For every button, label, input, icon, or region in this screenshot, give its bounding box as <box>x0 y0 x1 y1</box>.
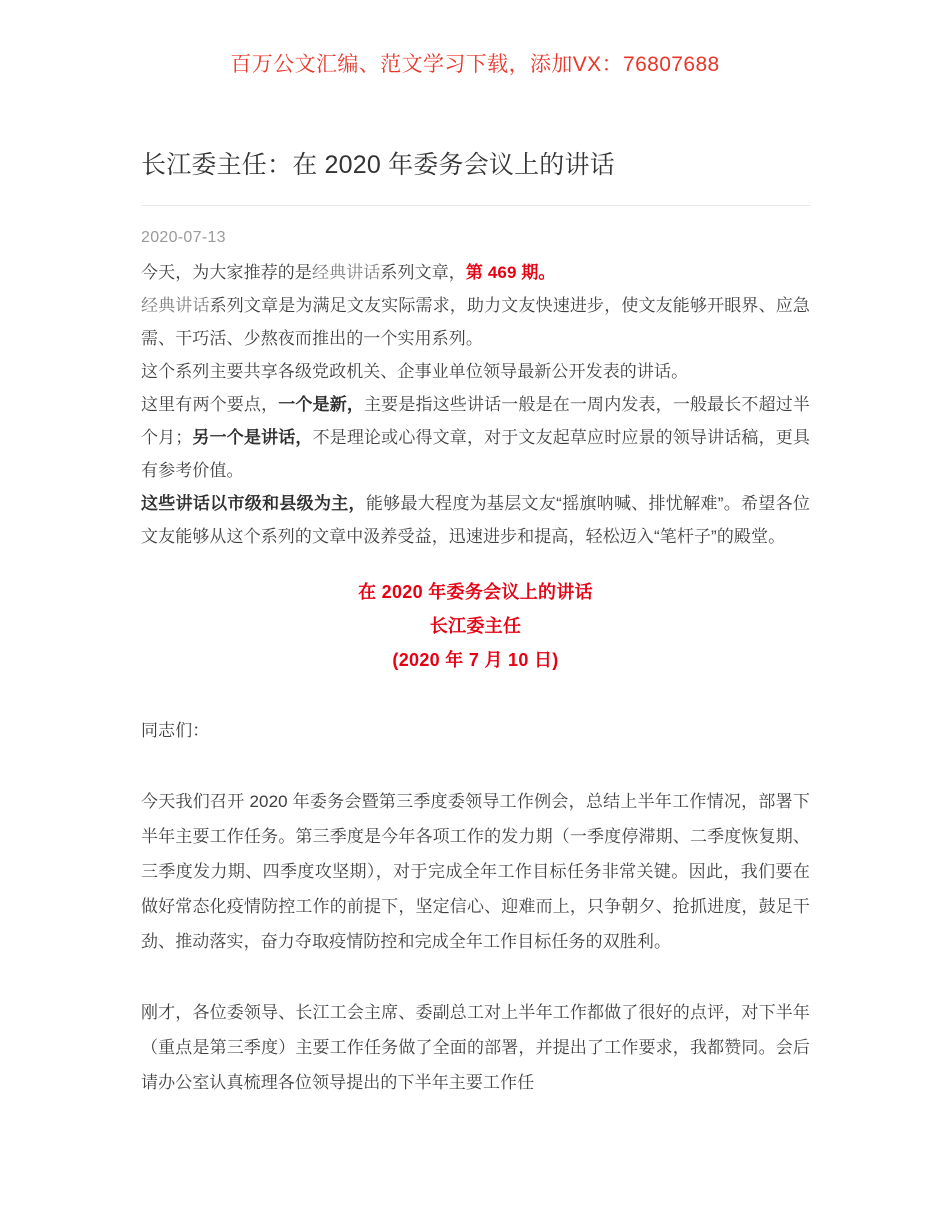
promo-text: 百万公文汇编、范文学习下载，添加VX：76807688 <box>230 53 720 76</box>
intro-paragraph-5 <box>141 487 810 553</box>
promo-banner <box>0 0 950 86</box>
intro-p4-part-c: 不是理论或心得文章，对于文友起草应时应景的领导讲话稿，更具有参考价值。 <box>141 428 810 480</box>
speech-header-block <box>141 575 810 677</box>
page-title: 长江委主任：在 2020 年委务会议上的讲话 <box>141 151 615 179</box>
speech-body <box>141 713 810 1100</box>
speech-author: 长江委主任 <box>429 616 522 636</box>
title-divider <box>141 205 811 206</box>
intro-p5-text: 能够最大程度为基层文友“摇旗呐喊、排忧解难”。希望各位文友能够从这个系列的文章中汲养受益，迅速进步和提高，轻松迈入“笔杆子”的殿堂。 <box>141 494 810 546</box>
document-content <box>140 147 810 1100</box>
publish-date: 2020-07-13 <box>141 229 226 246</box>
intro-line-1 <box>141 256 810 289</box>
intro-paragraph-4 <box>141 388 810 487</box>
intro-line-1-middle: 系列文章， <box>380 263 466 282</box>
body-paragraph-2: 刚才，各位委领导、长江工会主席、委副总工对上半年工作都做了很好的点评，对下半年（重点是第三季度）主要工作任务做了全面的部署，并提出了工作要求，我都赞同。会后请办公室认真梳理各位领导提出的下半年主要工作任 <box>141 1003 810 1092</box>
series-name-inline-2: 经典讲话 <box>141 296 210 315</box>
intro-block <box>141 256 810 553</box>
intro-p4-part-a: 这里有两个要点， <box>141 395 279 414</box>
salutation: 同志们： <box>141 721 210 740</box>
intro-line-1-prefix: 今天，为大家推荐的是 <box>141 263 312 282</box>
speech-date: (2020 年 7 月 10 日) <box>392 650 559 670</box>
intro-p4-part-b: 主要是指这些讲话一般是在一周内发表，一般最长不超过半个月； <box>141 395 810 447</box>
body-paragraph-1: 今天我们召开 2020 年委务会暨第三季度委领导工作例会，总结上半年工作情况，部署下半年主要工作任务。第三季度是今年各项工作的发力期（一季度停滞期、二季度恢复期、三季度发力期、四季度攻坚期），对于完成全年工作目标任务非常关键。因此，我们要在做好常态化疫情防控工作的前提下，坚定信心、迎难而上，只争朝夕、抢抓进度，鼓足干劲、推动落实，奋力夺取疫情防控和完成全年工作目标任务的双胜利。 <box>141 792 810 951</box>
intro-p4-bold-1: 一个是新， <box>278 395 365 414</box>
intro-paragraph-3: 这个系列主要共享各级党政机关、企事业单位领导最新公开发表的讲话。 <box>141 362 689 381</box>
series-name-inline-1: 经典讲话 <box>312 263 381 282</box>
speech-title: 在 2020 年委务会议上的讲话 <box>358 582 593 602</box>
intro-paragraph-2-text: 系列文章是为满足文友实际需求，助力文友快速进步，使文友能够开眼界、应急需、干巧活、少熬夜而推出的一个实用系列。 <box>141 296 810 348</box>
intro-p5-bold: 这些讲话以市级和县级为主， <box>141 494 366 513</box>
issue-number: 第 469 期。 <box>465 263 556 282</box>
intro-p4-bold-2: 另一个是讲话， <box>192 428 313 447</box>
intro-paragraph-2 <box>141 289 810 355</box>
